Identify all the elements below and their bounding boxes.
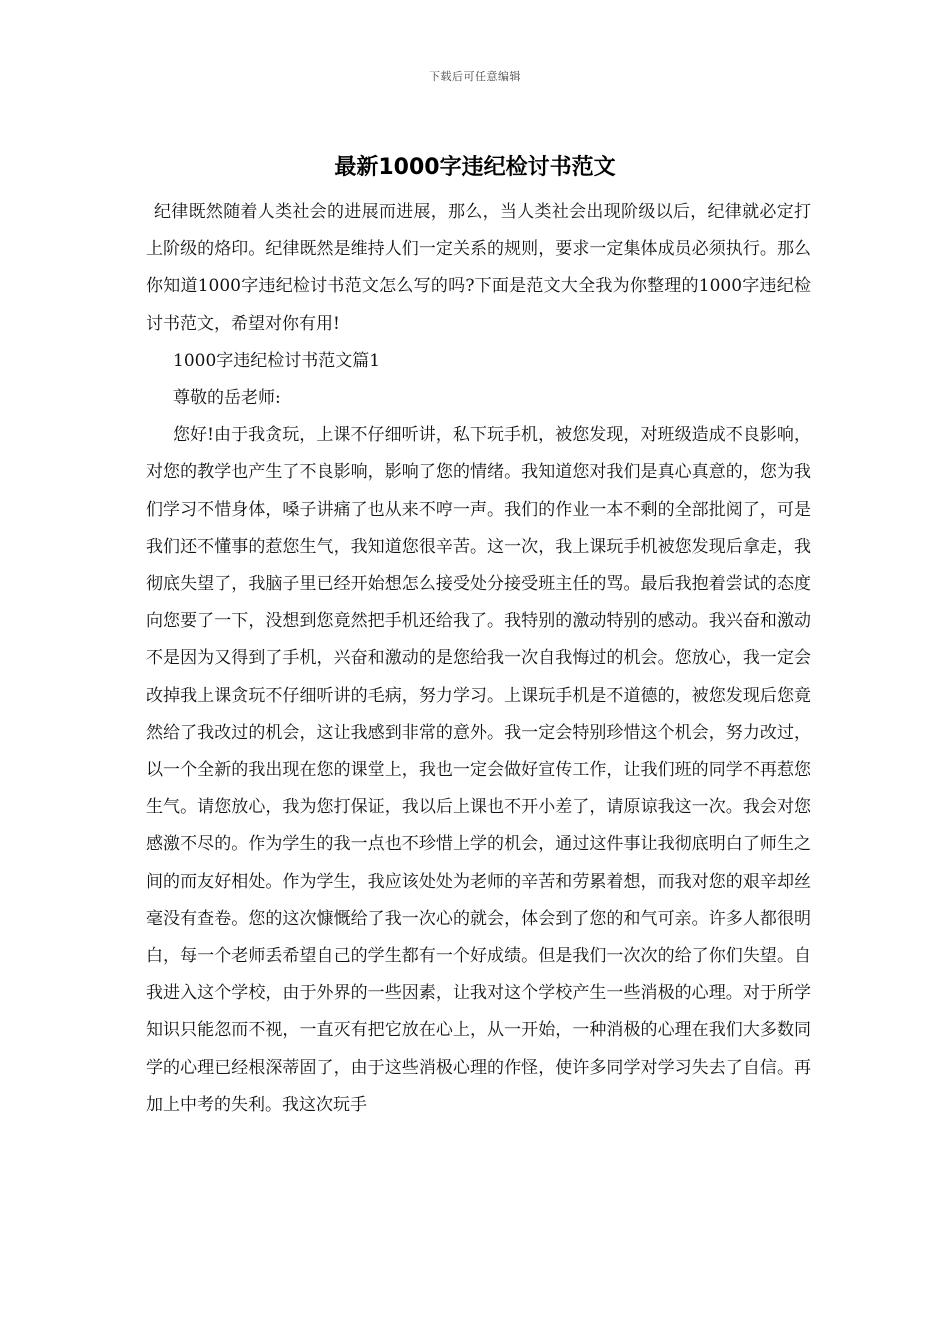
intro-paragraph: 纪律既然随着人类社会的进展而进展，那么，当人类社会出现阶级以后，纪律就必定打上阶级的烙印。纪律既然是维持人们一定关系的规则，要求一定集体成员必须执行。那么你知道1000字违纪检讨书范文怎么写的吗?下面是范文大全我为你整理的1000字违纪检讨书范文，希望对你有用! [146,202,811,334]
letter-body-paragraph: 您好!由于我贪玩，上课不仔细听讲，私下玩手机，被您发现，对班级造成不良影响，对您的教学也产生了不良影响，影响了您的情绪。我知道您对我们是真心真意的，您为我们学习不惜身体，嗓子讲痛了也从来不哼一声。我们的作业一本不剩的全部批阅了，可是我们还不懂事的惹您生气，我知道您很辛苦。这一次，我上课玩手机被您发现后拿走，我彻底失望了，我脑子里已经开始想怎么接受处分接受班主任的骂。最后我抱着尝试的态度向您要了一下，没想到您竟然把手机还给我了。我特别的激动特别的感动。我兴奋和激动不是因为又得到了手机，兴奋和激动的是您给我一次自我悔过的机会。您放心，我一定会改掉我上课贪玩不仔细听讲的毛病，努力学习。上课玩手机是不道德的，被您发现后您竟然给了我改过的机会，这让我感到非常的意外。我一定会特别珍惜这个机会，努力改过，以一个全新的我出现在您的课堂上，我也一定会做好宣传工作，让我们班的同学不再惹您生气。请您放心，我为您打保证，我以后上课也不开小差了，请原谅我这一次。我会对您感激不尽的。作为学生的我一点也不珍惜上学的机会，通过这件事让我彻底明白了师生之间的而友好相处。作为学生，我应该处处为老师的辛苦和劳累着想，而我对您的艰辛却丝毫没有查卷。您的这次慷慨给了我一次心的就会，体会到了您的和气可亲。许多人都很明白，每一个老师丢希望自己的学生都有一个好成绩。但是我们一次次的给了你们失望。自我进入这个学校，由于外界的一些因素，让我对这个学校产生一些消极的心理。对于所学知识只能忽而不视，一直灭有把它放在心上，从一开始，一种消极的心理在我们大多数同学的心理已经根深蒂固了，由于这些消极心理的作怪，使许多同学对学习失去了自信。再加上中考的失利。我这次玩手 [146,425,811,1115]
salutation: 尊敬的岳老师: [173,388,281,409]
document-title: 最新1000字违纪检讨书范文 [334,155,616,180]
header-note: 下载后可任意编辑 [429,70,521,83]
section-heading: 1000字违纪检讨书范文篇1 [173,350,381,371]
document-body [146,194,811,1124]
